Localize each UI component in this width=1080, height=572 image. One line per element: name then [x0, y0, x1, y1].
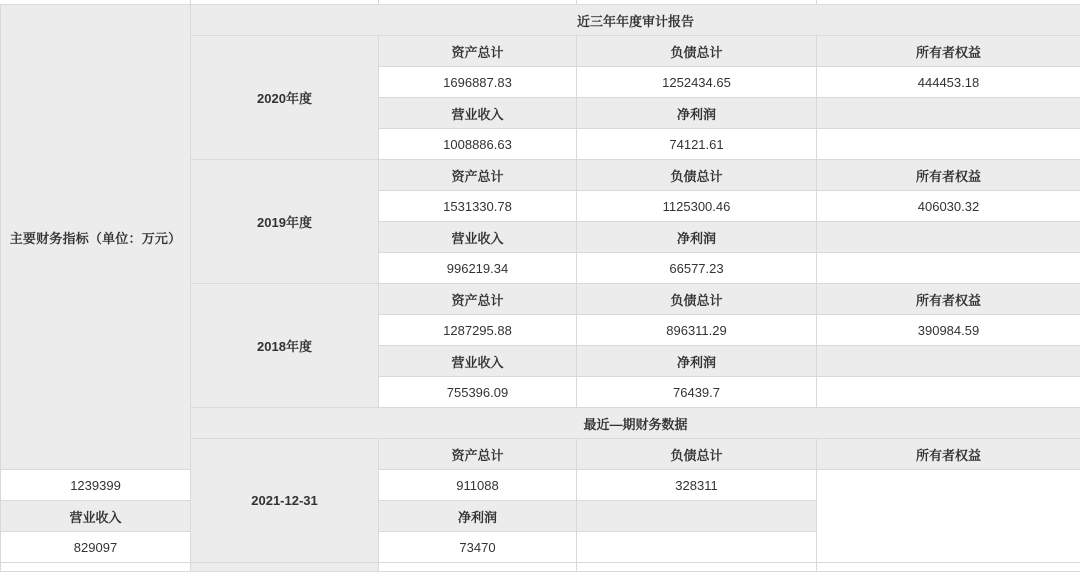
- value-total-assets-2018: 1287295.88: [379, 315, 577, 346]
- value-owners-equity-2020: 444453.18: [817, 67, 1080, 98]
- header-total-assets-latest: 资产总计: [379, 439, 577, 470]
- header-owners-equity-2018: 所有者权益: [817, 284, 1080, 315]
- table-row: [1, 532, 1080, 563]
- value-total-liabilities-latest: 911088: [379, 470, 577, 501]
- header-total-liabilities-2018: 负债总计: [577, 284, 817, 315]
- value-operating-income-latest: 829097: [1, 532, 191, 563]
- table-row: [1, 5, 1080, 36]
- value-net-profit-2018: 76439.7: [577, 377, 817, 408]
- value-total-assets-2020: 1696887.83: [379, 67, 577, 98]
- value-net-profit-2019: 66577.23: [577, 253, 817, 284]
- value-total-assets-2019: 1531330.78: [379, 191, 577, 222]
- blank-cell-2018-top: [817, 346, 1080, 377]
- header-total-assets-2020: 资产总计: [379, 36, 577, 67]
- row-header-main-financial-indicators: 主要财务指标（单位：万元）: [1, 5, 191, 470]
- header-total-assets-2019: 资产总计: [379, 160, 577, 191]
- value-operating-income-2019: 996219.34: [379, 253, 577, 284]
- header-total-assets-2018: 资产总计: [379, 284, 577, 315]
- header-operating-income-2020: 营业收入: [379, 98, 577, 129]
- header-net-profit-2018: 净利润: [577, 346, 817, 377]
- value-owners-equity-2019: 406030.32: [817, 191, 1080, 222]
- value-total-liabilities-2018: 896311.29: [577, 315, 817, 346]
- value-owners-equity-2018: 390984.59: [817, 315, 1080, 346]
- period-label-2020: 2020年度: [191, 36, 379, 160]
- blank-cell-latest-top: [577, 501, 817, 532]
- table-row: [1, 501, 1080, 532]
- header-net-profit-latest: 净利润: [379, 501, 577, 532]
- blank-cell-2019-top: [817, 222, 1080, 253]
- value-total-liabilities-2020: 1252434.65: [577, 67, 817, 98]
- value-operating-income-2018: 755396.09: [379, 377, 577, 408]
- header-owners-equity-latest: 所有者权益: [817, 439, 1080, 470]
- header-net-profit-2020: 净利润: [577, 98, 817, 129]
- blank-cell-2020-top: [817, 98, 1080, 129]
- header-total-liabilities-latest: 负债总计: [577, 439, 817, 470]
- header-owners-equity-2020: 所有者权益: [817, 36, 1080, 67]
- blank-cell-2019-bottom: [817, 253, 1080, 284]
- period-label-2019: 2019年度: [191, 160, 379, 284]
- value-total-liabilities-2019: 1125300.46: [577, 191, 817, 222]
- header-operating-income-2019: 营业收入: [379, 222, 577, 253]
- header-total-liabilities-2020: 负债总计: [577, 36, 817, 67]
- value-operating-income-2020: 1008886.63: [379, 129, 577, 160]
- section-title-audit: 近三年年度审计报告: [191, 5, 1080, 36]
- value-total-assets-latest: 1239399: [1, 470, 191, 501]
- value-net-profit-2020: 74121.61: [577, 129, 817, 160]
- section-title-latest: 最近—期财务数据: [191, 408, 1080, 439]
- value-owners-equity-latest: 328311: [577, 470, 817, 501]
- header-owners-equity-2019: 所有者权益: [817, 160, 1080, 191]
- header-operating-income-latest: 营业收入: [1, 501, 191, 532]
- header-total-liabilities-2019: 负债总计: [577, 160, 817, 191]
- table-row: [1, 470, 1080, 501]
- header-net-profit-2019: 净利润: [577, 222, 817, 253]
- blank-cell-2020-bottom: [817, 129, 1080, 160]
- value-net-profit-latest: 73470: [379, 532, 577, 563]
- blank-cell-2018-bottom: [817, 377, 1080, 408]
- period-label-2018: 2018年度: [191, 284, 379, 408]
- header-operating-income-2018: 营业收入: [379, 346, 577, 377]
- period-label-latest: 2021-12-31: [191, 439, 379, 563]
- blank-cell-latest-bottom: [577, 532, 817, 563]
